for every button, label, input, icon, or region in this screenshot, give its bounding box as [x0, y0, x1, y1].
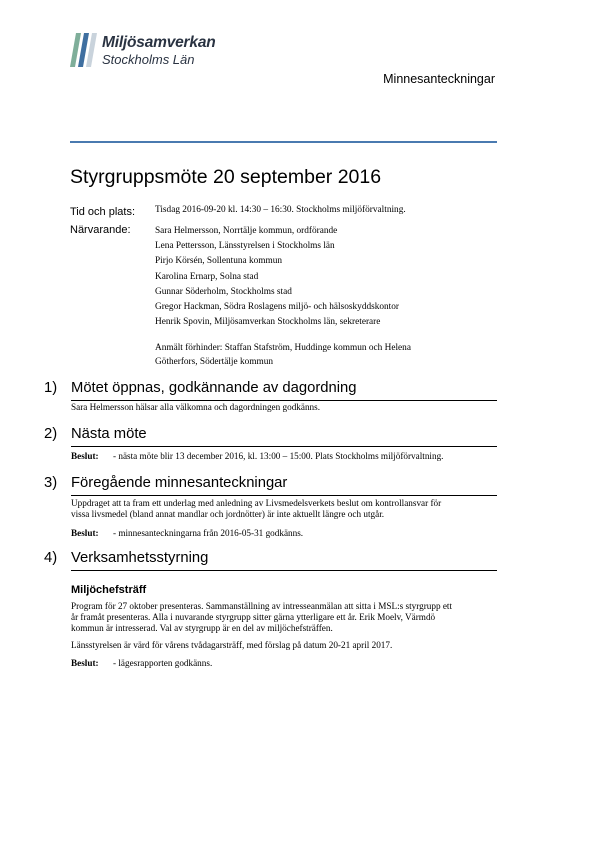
- section-3-text: [71, 498, 496, 520]
- text-line: vissa livsmedel (bland annat mandlar och jordnötter) är inte aktuellt längre och utgår.: [71, 509, 385, 520]
- attendee: Gregor Hackman, Södra Roslagens miljö- och hälsoskyddskontor: [155, 301, 400, 312]
- attendee: Henrik Spovin, Miljösamverkan Stockholms län, sekreterare: [155, 317, 381, 328]
- section-2: [44, 426, 497, 447]
- section-title: Föregående minnesanteckningar: [71, 475, 288, 491]
- decision-label: Beslut:: [71, 528, 99, 538]
- subheading: Miljöchefsträff: [71, 584, 147, 596]
- header-divider: [70, 141, 497, 143]
- attendee: Lena Pettersson, Länsstyrelsen i Stockholms län: [155, 241, 335, 252]
- section-4-paragraph-2: Länsstyrelsen är värd för vårens tvådagarsträff, med förslag på datum 20-21 april 2017.: [71, 640, 393, 650]
- text-line: år framåt presenteras. Alla i nuvarande styrgrupp sitter gärna ytterligare ett år. Erik Moelv, Värmdö: [71, 612, 436, 623]
- section-number: 1): [44, 380, 58, 396]
- decision-text: - lägesrapporten godkänns.: [113, 658, 213, 668]
- decision-label: Beslut:: [71, 451, 99, 461]
- section-number: 2): [44, 426, 58, 442]
- document-type: Minnesanteckningar: [383, 72, 495, 86]
- decision-text: - nästa möte blir 13 december 2016, kl. 13:00 – 15:00. Plats Stockholms miljöförvaltning.: [113, 451, 444, 461]
- time-place-value: Tisdag 2016-09-20 kl. 14:30 – 16:30. Stockholms miljöförvaltning.: [155, 205, 406, 215]
- logo-name: Miljösamverkan: [102, 34, 216, 51]
- section-heading: [44, 475, 497, 496]
- organization-logo: [70, 33, 240, 69]
- section-number: 4): [44, 550, 58, 566]
- section-rule: [71, 400, 497, 401]
- text-line: kommun är intresserad. Val av styrgrupp är en del av miljöchefsträffen.: [71, 623, 333, 634]
- decision-text: - minnesanteckningarna från 2016-05-31 godkänns.: [113, 528, 304, 538]
- section-number: 3): [44, 475, 58, 491]
- section-4-paragraph: [71, 601, 496, 635]
- section-4: [44, 550, 497, 571]
- section-2-decision: [71, 451, 443, 461]
- text-line: Uppdraget att ta fram ett underlag med anledning av Livsmedelsverkets beslut om kontrollansvar för: [71, 498, 442, 508]
- section-1: [44, 380, 497, 401]
- logo-mark-icon: [70, 33, 100, 67]
- section-3-decision: [71, 528, 303, 538]
- section-rule: [71, 495, 497, 496]
- attendees-label: Närvarande:: [70, 224, 131, 236]
- section-rule: [71, 446, 497, 447]
- attendees-list: [155, 224, 399, 330]
- decision-label: Beslut:: [71, 658, 99, 668]
- section-title: Mötet öppnas, godkännande av dagordning: [71, 380, 357, 396]
- absent-line: Götherfors, Södertälje kommun: [155, 356, 273, 367]
- page-title: Styrgruppsmöte 20 september 2016: [70, 166, 382, 188]
- section-heading: [44, 550, 497, 571]
- attendee: Pirjo Körsén, Sollentuna kommun: [155, 256, 283, 267]
- absent-note: [155, 342, 475, 369]
- section-title: Verksamhetsstyrning: [71, 550, 209, 566]
- attendee: Karolina Ernarp, Solna stad: [155, 271, 259, 282]
- section-heading: [44, 426, 497, 447]
- logo-subtitle: Stockholms Län: [102, 52, 195, 67]
- section-heading: [44, 380, 497, 401]
- section-title: Nästa möte: [71, 426, 147, 442]
- section-4-decision: [71, 658, 212, 668]
- time-place-label: Tid och plats:: [70, 206, 136, 218]
- attendee: Gunnar Söderholm, Stockholms stad: [155, 286, 292, 297]
- section-rule: [71, 570, 497, 571]
- attendee: Sara Helmersson, Norrtälje kommun, ordförande: [155, 226, 338, 236]
- text-line: Program för 27 oktober presenteras. Sammanställning av intresseanmälan att sitta i MSL:s styrgrupp ett: [71, 601, 453, 611]
- section-3: [44, 475, 497, 496]
- section-1-text: Sara Helmersson hälsar alla välkomna och dagordningen godkänns.: [71, 402, 321, 412]
- absent-line: Anmält förhinder: Staffan Stafström, Huddinge kommun och Helena: [155, 343, 411, 353]
